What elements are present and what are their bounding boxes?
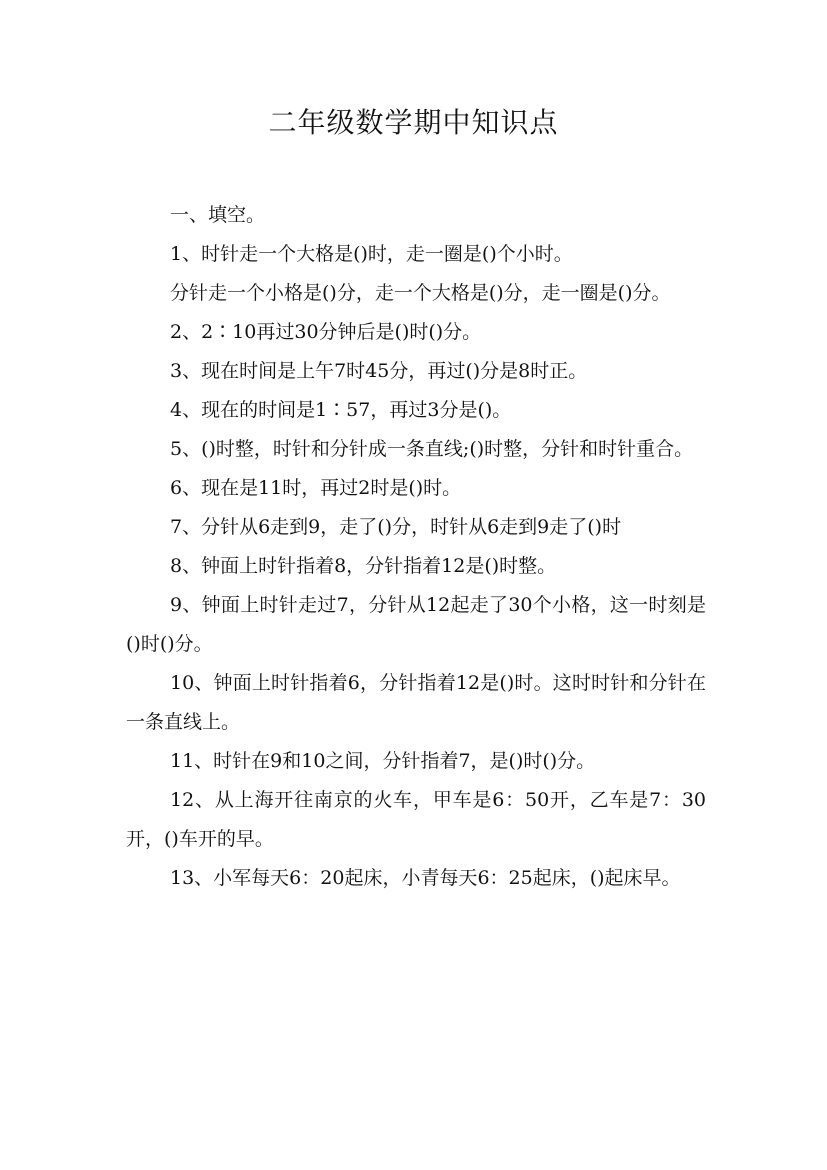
question-6: 6、现在是11时，再过2时是()时。: [170, 477, 462, 499]
question-1-continued: 分针走一个小格是()分，走一个大格是()分，走一圈是()分。: [170, 282, 671, 304]
section-heading: 一、填空。: [170, 204, 266, 226]
question-13: 13、小军每天6：20起床，小青每天6：25起床，()起床早。: [170, 867, 681, 889]
question-12: 12、从上海开往南京的火车，甲车是6：50开，乙车是7：30开，()车开的早。: [126, 789, 706, 850]
question-1: 1、时针走一个大格是()时，走一圈是()个小时。: [170, 243, 573, 265]
document-body: [126, 196, 706, 898]
question-4: 4、现在的时间是1∶57，再过3分是()。: [170, 399, 512, 421]
question-8: 8、钟面上时针指着8，分针指着12是()时整。: [170, 555, 557, 577]
page-title: 二年级数学期中知识点: [268, 106, 559, 139]
question-11: 11、时针在9和10之间，分针指着7，是()时()分。: [170, 750, 596, 772]
question-3: 3、现在时间是上午7时45分，再过()分是8时正。: [170, 360, 588, 382]
question-2: 2、2∶10再过30分钟后是()时()分。: [170, 321, 482, 343]
question-9: 9、钟面上时针走过7，分针从12起走了30个小格，这一时刻是()时()分。: [126, 594, 706, 655]
question-10: 10、钟面上时针指着6，分针指着12是()时。这时时针和分针在一条直线上。: [126, 672, 706, 733]
question-7: 7、分针从6走到9，走了()分，时针从6走到9走了()时: [170, 516, 622, 538]
question-5: 5、()时整，时针和分针成一条直线;()时整，分针和时针重合。: [170, 438, 694, 460]
